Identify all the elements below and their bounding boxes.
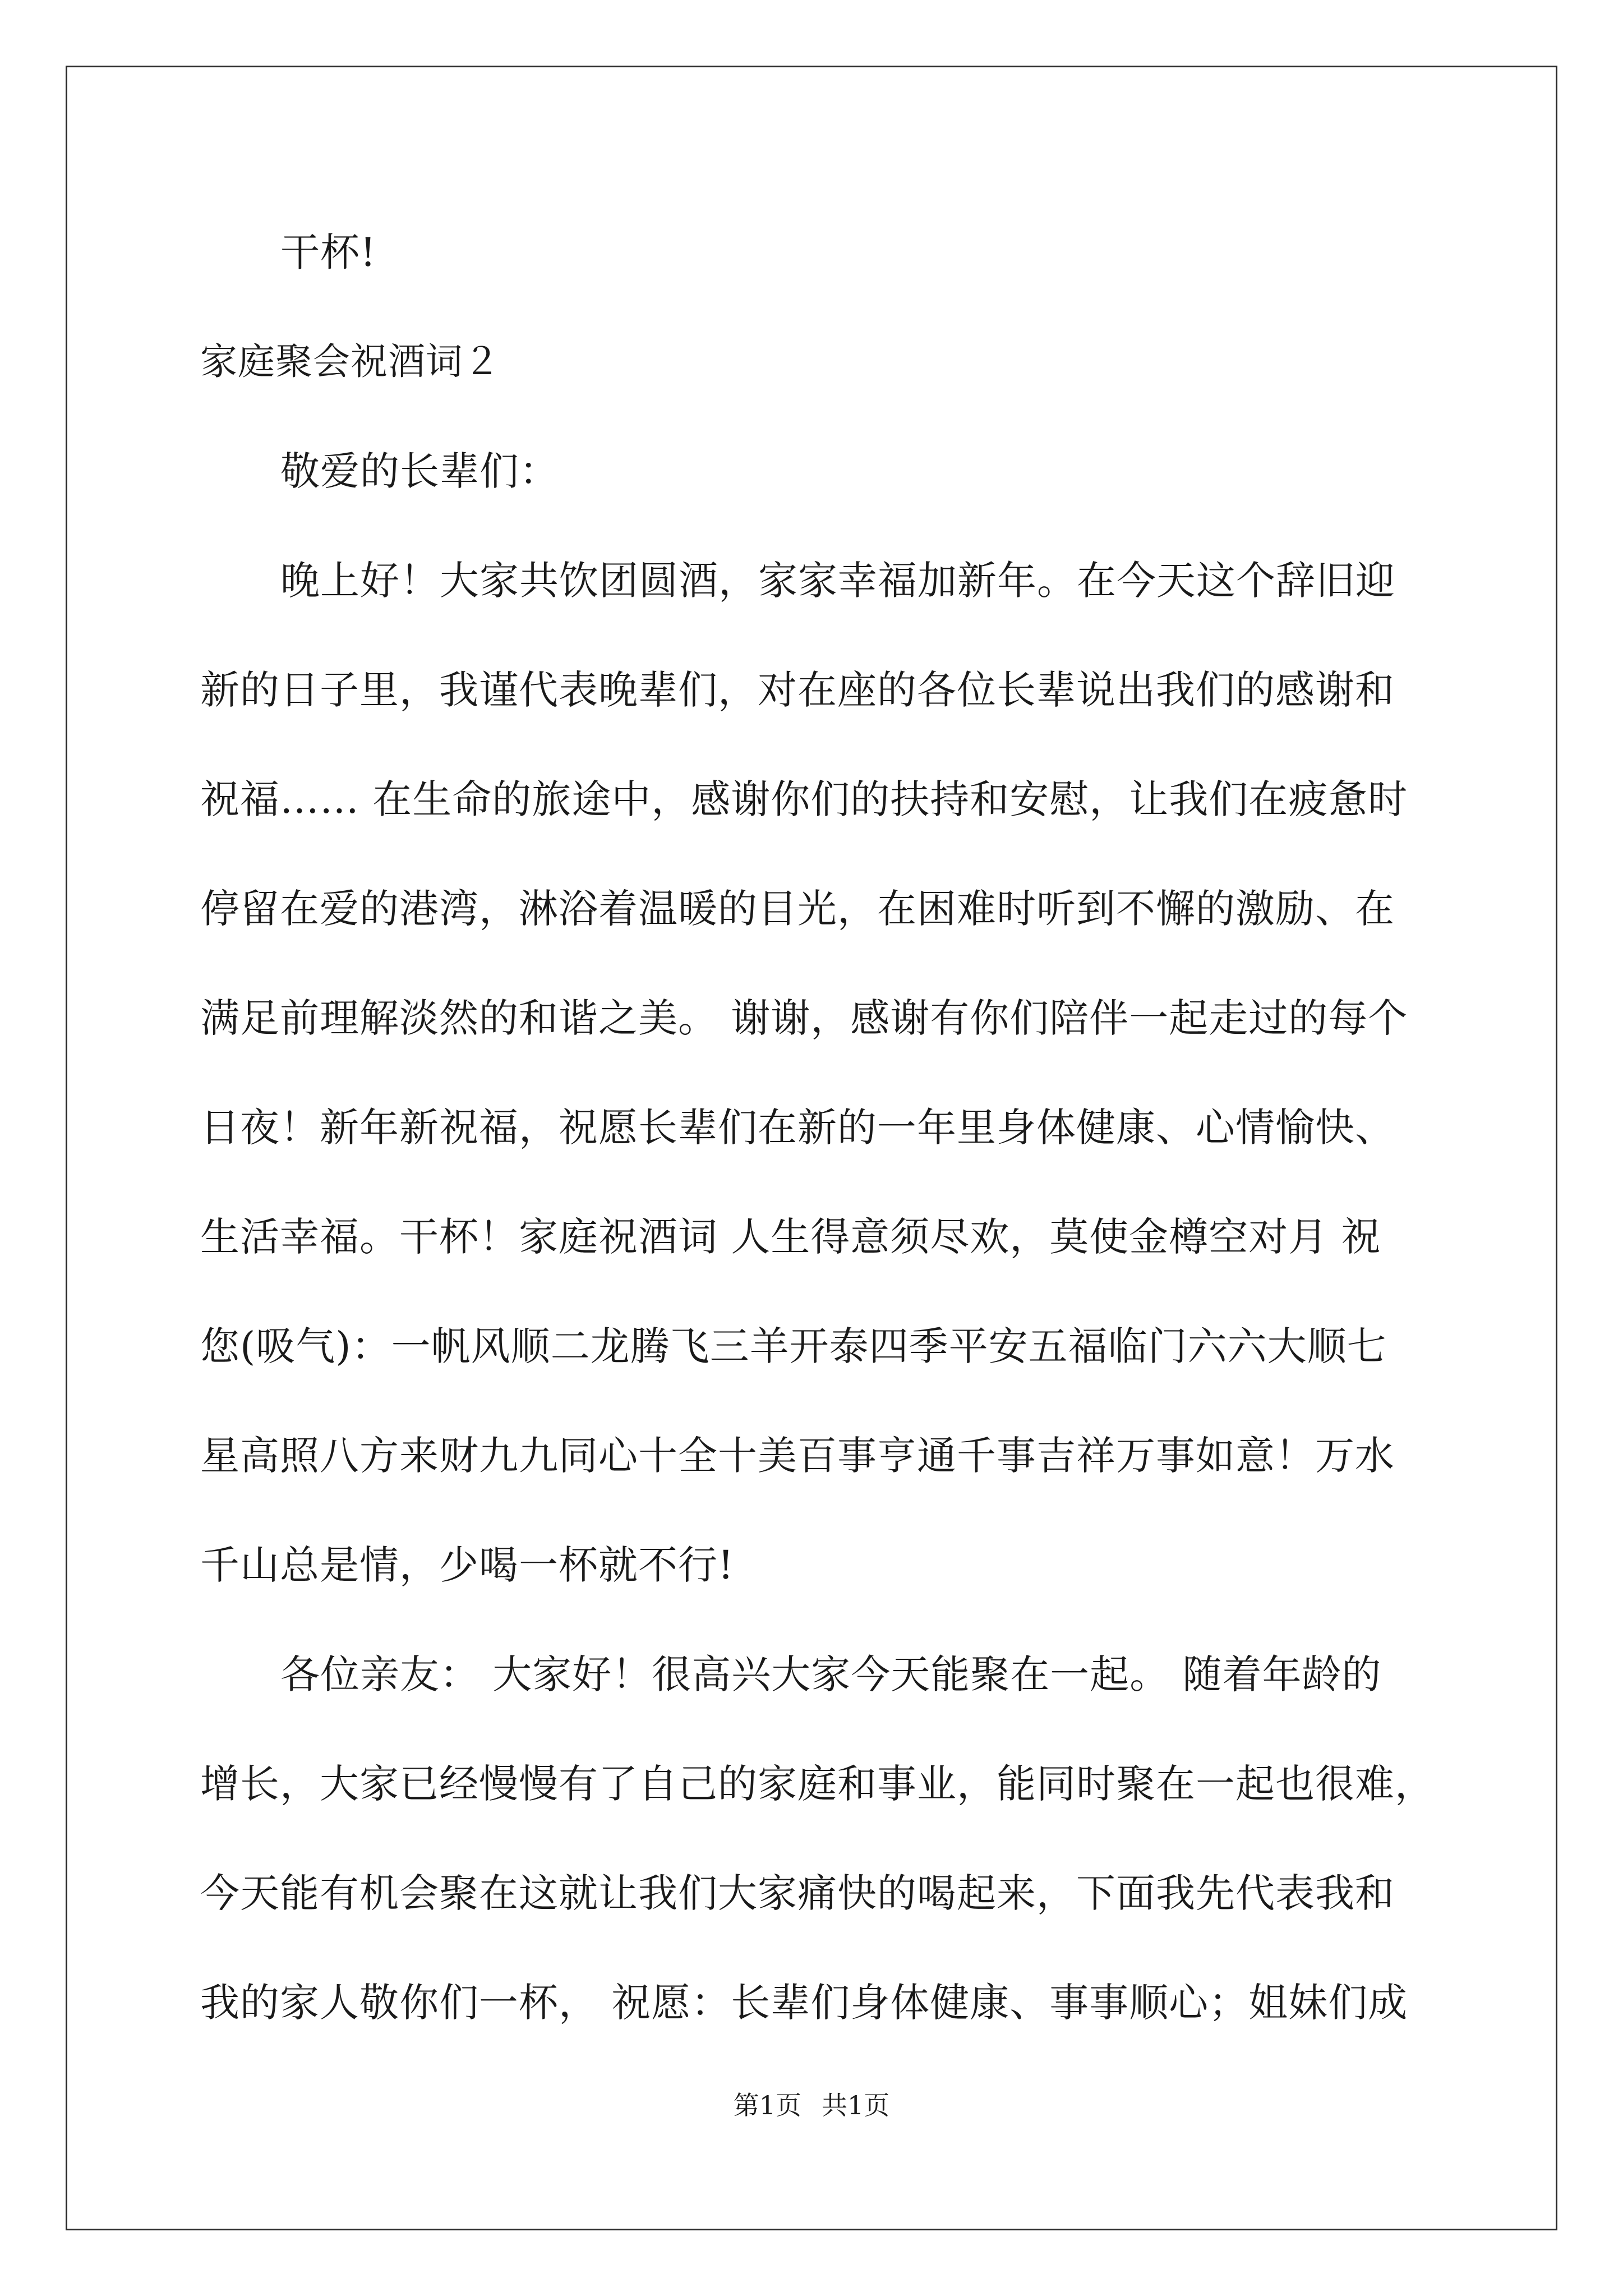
paragraph-line: 我的家人敬你们一杯， 祝愿：长辈们身体健康、事事顺心；姐妹们成 [200, 1980, 1408, 2026]
page-footer [0, 2088, 1623, 2122]
paragraph-line: 增长，大家已经慢慢有了自己的家庭和事业，能同时聚在一起也很难， [200, 1761, 1435, 1807]
paragraph-line: 祝福…… 在生命的旅途中，感谢你们的扶持和安慰，让我们在疲惫时 [200, 776, 1408, 822]
paragraph-line: 停留在爱的港湾，淋浴着温暖的目光，在困难时听到不懈的激励、在 [200, 886, 1395, 932]
paragraph-line: 您(吸气)：一帆风顺二龙腾飞三羊开泰四季平安五福临门六六大顺七 [200, 1323, 1387, 1369]
paragraph-line: 生活幸福。干杯！家庭祝酒词 人生得意须尽欢，莫使金樽空对月 祝 [200, 1214, 1381, 1260]
page-number: 第1页 [733, 2090, 801, 2120]
paragraph-line: 各位亲友： 大家好！很高兴大家今天能聚在一起。 随着年龄的 [280, 1651, 1382, 1697]
paragraph-line: 干杯! [280, 229, 377, 275]
section-heading: 家庭聚会祝酒词２ [200, 340, 501, 383]
page-total: 共1页 [822, 2090, 890, 2120]
salutation: 敬爱的长辈们： [280, 448, 559, 494]
paragraph-line: 星高照八方来财九九同心十全十美百事亨通千事吉祥万事如意！万水 [200, 1433, 1395, 1479]
paragraph-line: 日夜！新年新祝福，祝愿长辈们在新的一年里身体健康、心情愉快、 [200, 1105, 1395, 1151]
paragraph-line: 满足前理解淡然的和谐之美。 谢谢，感谢有你们陪伴一起走过的每个 [200, 995, 1408, 1041]
paragraph-line: 新的日子里，我谨代表晚辈们，对在座的各位长辈说出我们的感谢和 [200, 667, 1395, 713]
paragraph-line: 晚上好！大家共饮团圆酒，家家幸福加新年。在今天这个辞旧迎 [280, 558, 1395, 604]
paragraph-line: 今天能有机会聚在这就让我们大家痛快的喝起来，下面我先代表我和 [200, 1870, 1395, 1916]
paragraph-line: 千山总是情，少喝一杯就不行! [200, 1542, 735, 1588]
